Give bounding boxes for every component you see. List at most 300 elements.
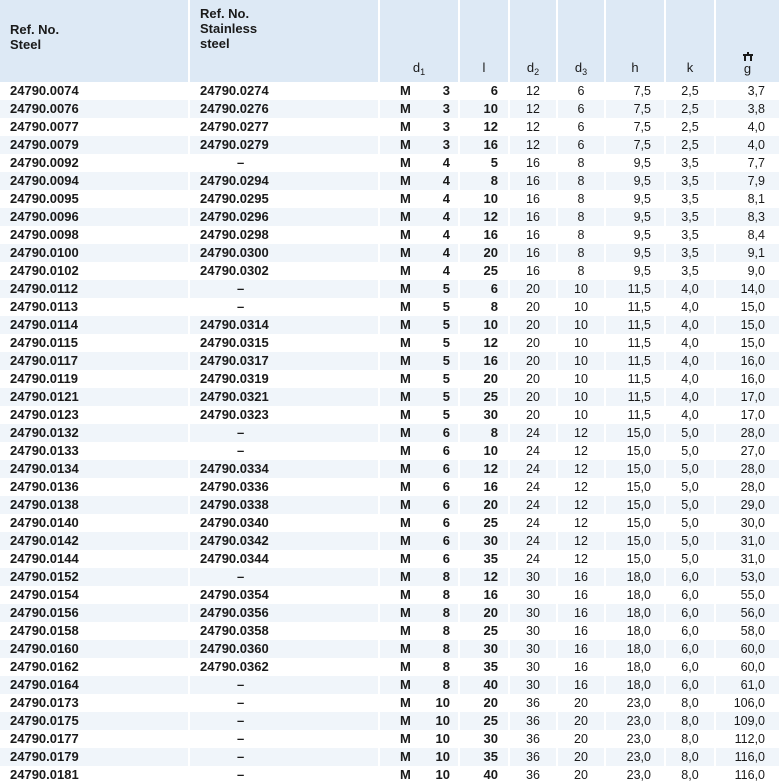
length-cell: 12: [460, 460, 510, 478]
k-cell: 6,0: [666, 604, 716, 622]
d2-cell: 12: [510, 136, 558, 154]
d2-cell: 30: [510, 676, 558, 694]
thread-size: 10: [435, 695, 450, 710]
ref-steel-cell: 24790.0100: [0, 244, 190, 262]
weight-cell: 8,3: [716, 208, 779, 226]
k-cell: 4,0: [666, 406, 716, 424]
table-row: [0, 442, 779, 460]
thread-prefix: M: [400, 731, 411, 746]
ref-stainless-cell: 24790.0302: [190, 262, 380, 280]
d2-cell: 36: [510, 712, 558, 730]
ref-steel-cell: 24790.0134: [0, 460, 190, 478]
header-d1: $d_1$: [380, 0, 460, 82]
thread-prefix: M: [400, 371, 411, 386]
weight-cell: 8,4: [716, 226, 779, 244]
table-row: [0, 766, 779, 784]
ref-steel-cell: 24790.0112: [0, 280, 190, 298]
k-cell: 4,0: [666, 388, 716, 406]
h-cell: 23,0: [606, 694, 666, 712]
thread-d1-cell: [380, 136, 460, 154]
h-cell: 15,0: [606, 496, 666, 514]
weight-cell: 4,0: [716, 136, 779, 154]
table-row: [0, 604, 779, 622]
table-row: [0, 136, 779, 154]
thread-d1-cell: [380, 478, 460, 496]
thread-d1-cell: [380, 316, 460, 334]
thread-prefix: M: [400, 209, 411, 224]
d2-cell: 30: [510, 622, 558, 640]
thread-prefix: M: [400, 443, 411, 458]
thread-prefix: M: [400, 677, 411, 692]
thread-prefix: M: [400, 551, 411, 566]
d2-cell: 36: [510, 748, 558, 766]
ref-stainless-cell: –: [190, 424, 380, 442]
ref-stainless-cell: 24790.0279: [190, 136, 380, 154]
thread-d1-cell: [380, 604, 460, 622]
thread-d1-cell: [380, 424, 460, 442]
length-cell: 12: [460, 118, 510, 136]
table-row: [0, 478, 779, 496]
ref-steel-cell: 24790.0175: [0, 712, 190, 730]
thread-d1-cell: [380, 100, 460, 118]
thread-size: 4: [442, 155, 450, 170]
weight-cell: 7,7: [716, 154, 779, 172]
k-cell: 2,5: [666, 136, 716, 154]
h-cell: 11,5: [606, 280, 666, 298]
thread-size: 5: [442, 281, 450, 296]
ref-stainless-cell: 24790.0334: [190, 460, 380, 478]
ref-steel-cell: 24790.0140: [0, 514, 190, 532]
weight-cell: 3,7: [716, 82, 779, 100]
h-cell: 15,0: [606, 514, 666, 532]
h-cell: 9,5: [606, 208, 666, 226]
table-row: [0, 658, 779, 676]
length-cell: 25: [460, 712, 510, 730]
ref-stainless-cell: 24790.0344: [190, 550, 380, 568]
length-cell: 8: [460, 424, 510, 442]
weight-cell: 106,0: [716, 694, 779, 712]
h-cell: 18,0: [606, 622, 666, 640]
k-cell: 3,5: [666, 190, 716, 208]
h-cell: 9,5: [606, 244, 666, 262]
table-body: [0, 82, 779, 784]
ref-stainless-cell: 24790.0336: [190, 478, 380, 496]
d2-cell: 20: [510, 334, 558, 352]
d2-cell: 12: [510, 100, 558, 118]
weight-cell: 53,0: [716, 568, 779, 586]
d2-cell: 16: [510, 190, 558, 208]
length-cell: 40: [460, 676, 510, 694]
thread-size: 4: [442, 191, 450, 206]
thread-size: 8: [442, 659, 450, 674]
thread-d1-cell: [380, 370, 460, 388]
k-cell: 5,0: [666, 424, 716, 442]
table-row: [0, 118, 779, 136]
thread-prefix: M: [400, 641, 411, 656]
thread-d1-cell: [380, 352, 460, 370]
thread-size: 4: [442, 263, 450, 278]
thread-d1-cell: [380, 388, 460, 406]
d2-cell: 30: [510, 658, 558, 676]
thread-size: 5: [442, 371, 450, 386]
table-row: [0, 208, 779, 226]
weight-cell: 29,0: [716, 496, 779, 514]
thread-size: 6: [442, 443, 450, 458]
ref-stainless-cell: 24790.0354: [190, 586, 380, 604]
ref-stainless-cell: 24790.0317: [190, 352, 380, 370]
d2-cell: 16: [510, 262, 558, 280]
ref-steel-cell: 24790.0152: [0, 568, 190, 586]
ref-stainless-cell: 24790.0276: [190, 100, 380, 118]
thread-prefix: M: [400, 389, 411, 404]
h-cell: 11,5: [606, 334, 666, 352]
d2-cell: 24: [510, 442, 558, 460]
ref-steel-cell: 24790.0132: [0, 424, 190, 442]
d3-cell: 20: [558, 694, 606, 712]
thread-prefix: M: [400, 173, 411, 188]
d3-cell: 10: [558, 298, 606, 316]
d3-cell: 10: [558, 388, 606, 406]
d2-cell: 20: [510, 388, 558, 406]
thread-d1-cell: [380, 640, 460, 658]
table-row: [0, 172, 779, 190]
thread-d1-cell: [380, 244, 460, 262]
d3-cell: 16: [558, 622, 606, 640]
length-cell: 20: [460, 694, 510, 712]
d3-cell: 6: [558, 82, 606, 100]
ref-stainless-cell: 24790.0315: [190, 334, 380, 352]
weight-cell: 15,0: [716, 298, 779, 316]
length-cell: 30: [460, 532, 510, 550]
thread-size: 8: [442, 605, 450, 620]
ref-stainless-cell: 24790.0356: [190, 604, 380, 622]
k-cell: 5,0: [666, 550, 716, 568]
weight-cell: 31,0: [716, 532, 779, 550]
ref-steel-cell: 24790.0113: [0, 298, 190, 316]
d3-cell: 20: [558, 712, 606, 730]
ref-steel-cell: 24790.0095: [0, 190, 190, 208]
ref-stainless-cell: –: [190, 748, 380, 766]
table-row: [0, 334, 779, 352]
thread-prefix: M: [400, 227, 411, 242]
thread-prefix: M: [400, 497, 411, 512]
d3-cell: 16: [558, 568, 606, 586]
d3-cell: 8: [558, 208, 606, 226]
thread-size: 5: [442, 389, 450, 404]
d2-cell: 36: [510, 730, 558, 748]
d2-cell: 16: [510, 226, 558, 244]
thread-prefix: M: [400, 137, 411, 152]
weight-cell: 14,0: [716, 280, 779, 298]
thread-prefix: M: [400, 407, 411, 422]
length-cell: 25: [460, 514, 510, 532]
weight-cell: 60,0: [716, 658, 779, 676]
thread-prefix: M: [400, 515, 411, 530]
weight-cell: 16,0: [716, 352, 779, 370]
h-cell: 23,0: [606, 730, 666, 748]
thread-prefix: M: [400, 245, 411, 260]
h-cell: 18,0: [606, 658, 666, 676]
h-cell: 11,5: [606, 298, 666, 316]
length-cell: 30: [460, 730, 510, 748]
thread-d1-cell: [380, 118, 460, 136]
table-row: [0, 424, 779, 442]
d2-cell: 24: [510, 514, 558, 532]
ref-stainless-cell: 24790.0358: [190, 622, 380, 640]
thread-prefix: M: [400, 569, 411, 584]
length-cell: 25: [460, 262, 510, 280]
thread-prefix: M: [400, 767, 411, 782]
d3-cell: 12: [558, 496, 606, 514]
table-row: [0, 640, 779, 658]
ref-steel-cell: 24790.0079: [0, 136, 190, 154]
ref-stainless-cell: –: [190, 280, 380, 298]
table-row: [0, 712, 779, 730]
length-cell: 16: [460, 478, 510, 496]
ref-stainless-cell: –: [190, 694, 380, 712]
ref-stainless-cell: –: [190, 730, 380, 748]
length-cell: 5: [460, 154, 510, 172]
ref-stainless-cell: 24790.0295: [190, 190, 380, 208]
k-cell: 4,0: [666, 334, 716, 352]
thread-size: 10: [435, 749, 450, 764]
thread-prefix: M: [400, 155, 411, 170]
ref-stainless-cell: –: [190, 568, 380, 586]
table-row: [0, 748, 779, 766]
d3-cell: 16: [558, 604, 606, 622]
k-cell: 6,0: [666, 640, 716, 658]
weight-cell: 28,0: [716, 424, 779, 442]
d3-cell: 8: [558, 190, 606, 208]
length-cell: 25: [460, 622, 510, 640]
ref-stainless-cell: 24790.0321: [190, 388, 380, 406]
table-row: [0, 532, 779, 550]
ref-stainless-cell: –: [190, 442, 380, 460]
d3-cell: 6: [558, 100, 606, 118]
h-cell: 9,5: [606, 226, 666, 244]
k-cell: 3,5: [666, 208, 716, 226]
h-cell: 11,5: [606, 316, 666, 334]
ref-steel-cell: 24790.0160: [0, 640, 190, 658]
length-cell: 12: [460, 334, 510, 352]
d2-cell: 16: [510, 172, 558, 190]
thread-d1-cell: [380, 262, 460, 280]
weight-cell: 9,0: [716, 262, 779, 280]
ref-stainless-cell: 24790.0277: [190, 118, 380, 136]
ref-steel-cell: 24790.0177: [0, 730, 190, 748]
d3-cell: 12: [558, 550, 606, 568]
length-cell: 25: [460, 388, 510, 406]
thread-prefix: M: [400, 281, 411, 296]
h-cell: 15,0: [606, 442, 666, 460]
thread-size: 6: [442, 479, 450, 494]
ref-steel-cell: 24790.0138: [0, 496, 190, 514]
length-cell: 40: [460, 766, 510, 784]
ref-stainless-cell: –: [190, 766, 380, 784]
thread-size: 3: [442, 101, 450, 116]
table-row: [0, 694, 779, 712]
d3-cell: 8: [558, 226, 606, 244]
weight-cell: 61,0: [716, 676, 779, 694]
d2-cell: 30: [510, 604, 558, 622]
thread-prefix: M: [400, 461, 411, 476]
k-cell: 4,0: [666, 316, 716, 334]
length-cell: 8: [460, 172, 510, 190]
ref-stainless-cell: 24790.0362: [190, 658, 380, 676]
thread-d1-cell: [380, 568, 460, 586]
k-cell: 6,0: [666, 676, 716, 694]
length-cell: 16: [460, 586, 510, 604]
k-cell: 3,5: [666, 154, 716, 172]
k-cell: 8,0: [666, 694, 716, 712]
thread-size: 6: [442, 515, 450, 530]
h-cell: 15,0: [606, 478, 666, 496]
d3-cell: 10: [558, 334, 606, 352]
thread-d1-cell: [380, 298, 460, 316]
thread-prefix: M: [400, 587, 411, 602]
thread-prefix: M: [400, 623, 411, 638]
ref-steel-cell: 24790.0181: [0, 766, 190, 784]
h-cell: 11,5: [606, 352, 666, 370]
ref-stainless-cell: 24790.0342: [190, 532, 380, 550]
ref-steel-cell: 24790.0162: [0, 658, 190, 676]
ref-steel-cell: 24790.0119: [0, 370, 190, 388]
thread-d1-cell: [380, 658, 460, 676]
thread-prefix: M: [400, 353, 411, 368]
thread-d1-cell: [380, 676, 460, 694]
thread-prefix: M: [400, 335, 411, 350]
k-cell: 5,0: [666, 514, 716, 532]
k-cell: 6,0: [666, 568, 716, 586]
weight-cell: 17,0: [716, 406, 779, 424]
length-cell: 6: [460, 82, 510, 100]
h-cell: 23,0: [606, 712, 666, 730]
ref-steel-cell: 24790.0164: [0, 676, 190, 694]
header-d3: $d_3$: [558, 0, 606, 82]
ref-stainless-cell: 24790.0340: [190, 514, 380, 532]
k-cell: 5,0: [666, 460, 716, 478]
k-cell: 8,0: [666, 712, 716, 730]
header-h: h: [606, 0, 666, 82]
k-cell: 2,5: [666, 118, 716, 136]
k-cell: 6,0: [666, 658, 716, 676]
d2-cell: 24: [510, 532, 558, 550]
weight-cell: 109,0: [716, 712, 779, 730]
table-row: [0, 154, 779, 172]
d3-cell: 10: [558, 406, 606, 424]
h-cell: 23,0: [606, 748, 666, 766]
thread-size: 6: [442, 533, 450, 548]
ref-steel-cell: 24790.0173: [0, 694, 190, 712]
d2-cell: 30: [510, 568, 558, 586]
ref-steel-cell: 24790.0114: [0, 316, 190, 334]
weight-cell: 30,0: [716, 514, 779, 532]
d2-cell: 12: [510, 118, 558, 136]
thread-size: 4: [442, 209, 450, 224]
thread-size: 4: [442, 227, 450, 242]
weight-cell: 58,0: [716, 622, 779, 640]
thread-size: 6: [442, 497, 450, 512]
h-cell: 7,5: [606, 82, 666, 100]
thread-prefix: M: [400, 695, 411, 710]
d3-cell: 16: [558, 658, 606, 676]
d3-cell: 10: [558, 280, 606, 298]
length-cell: 20: [460, 244, 510, 262]
length-cell: 8: [460, 298, 510, 316]
weight-cell: 17,0: [716, 388, 779, 406]
d2-cell: 12: [510, 82, 558, 100]
thread-d1-cell: [380, 442, 460, 460]
thread-d1-cell: [380, 334, 460, 352]
d2-cell: 20: [510, 316, 558, 334]
ref-steel-cell: 24790.0156: [0, 604, 190, 622]
thread-prefix: M: [400, 119, 411, 134]
d3-cell: 20: [558, 766, 606, 784]
k-cell: 2,5: [666, 100, 716, 118]
d3-cell: 8: [558, 154, 606, 172]
thread-d1-cell: [380, 406, 460, 424]
h-cell: 23,0: [606, 766, 666, 784]
thread-d1-cell: [380, 694, 460, 712]
thread-d1-cell: [380, 208, 460, 226]
thread-prefix: M: [400, 425, 411, 440]
header-k: k: [666, 0, 716, 82]
h-cell: 9,5: [606, 190, 666, 208]
weight-cell: 4,0: [716, 118, 779, 136]
ref-stainless-cell: –: [190, 712, 380, 730]
d2-cell: 24: [510, 460, 558, 478]
k-cell: 2,5: [666, 82, 716, 100]
h-cell: 15,0: [606, 460, 666, 478]
table-row: [0, 514, 779, 532]
length-cell: 16: [460, 226, 510, 244]
table-row: [0, 586, 779, 604]
k-cell: 5,0: [666, 442, 716, 460]
thread-size: 8: [442, 587, 450, 602]
ref-stainless-cell: 24790.0338: [190, 496, 380, 514]
weight-cell: 28,0: [716, 460, 779, 478]
d3-cell: 8: [558, 262, 606, 280]
thread-size: 8: [442, 569, 450, 584]
d2-cell: 16: [510, 244, 558, 262]
ref-stainless-cell: 24790.0319: [190, 370, 380, 388]
thread-d1-cell: [380, 154, 460, 172]
weight-cell: 15,0: [716, 334, 779, 352]
weight-cell: 16,0: [716, 370, 779, 388]
thread-d1-cell: [380, 748, 460, 766]
thread-size: 6: [442, 425, 450, 440]
header-ref-steel: Ref. No. Steel: [0, 0, 190, 82]
ref-stainless-cell: 24790.0360: [190, 640, 380, 658]
ref-stainless-cell: 24790.0323: [190, 406, 380, 424]
table-row: [0, 82, 779, 100]
h-cell: 7,5: [606, 118, 666, 136]
table-row: [0, 226, 779, 244]
weight-cell: 15,0: [716, 316, 779, 334]
d2-cell: 20: [510, 352, 558, 370]
d3-cell: 10: [558, 352, 606, 370]
ref-steel-cell: 24790.0077: [0, 118, 190, 136]
h-cell: 11,5: [606, 388, 666, 406]
header-d2: $d_2$: [510, 0, 558, 82]
thread-d1-cell: [380, 532, 460, 550]
thread-prefix: M: [400, 317, 411, 332]
header-l: l: [460, 0, 510, 82]
ref-steel-cell: 24790.0074: [0, 82, 190, 100]
thread-size: 3: [442, 137, 450, 152]
table-row: [0, 100, 779, 118]
ref-steel-cell: 24790.0092: [0, 154, 190, 172]
